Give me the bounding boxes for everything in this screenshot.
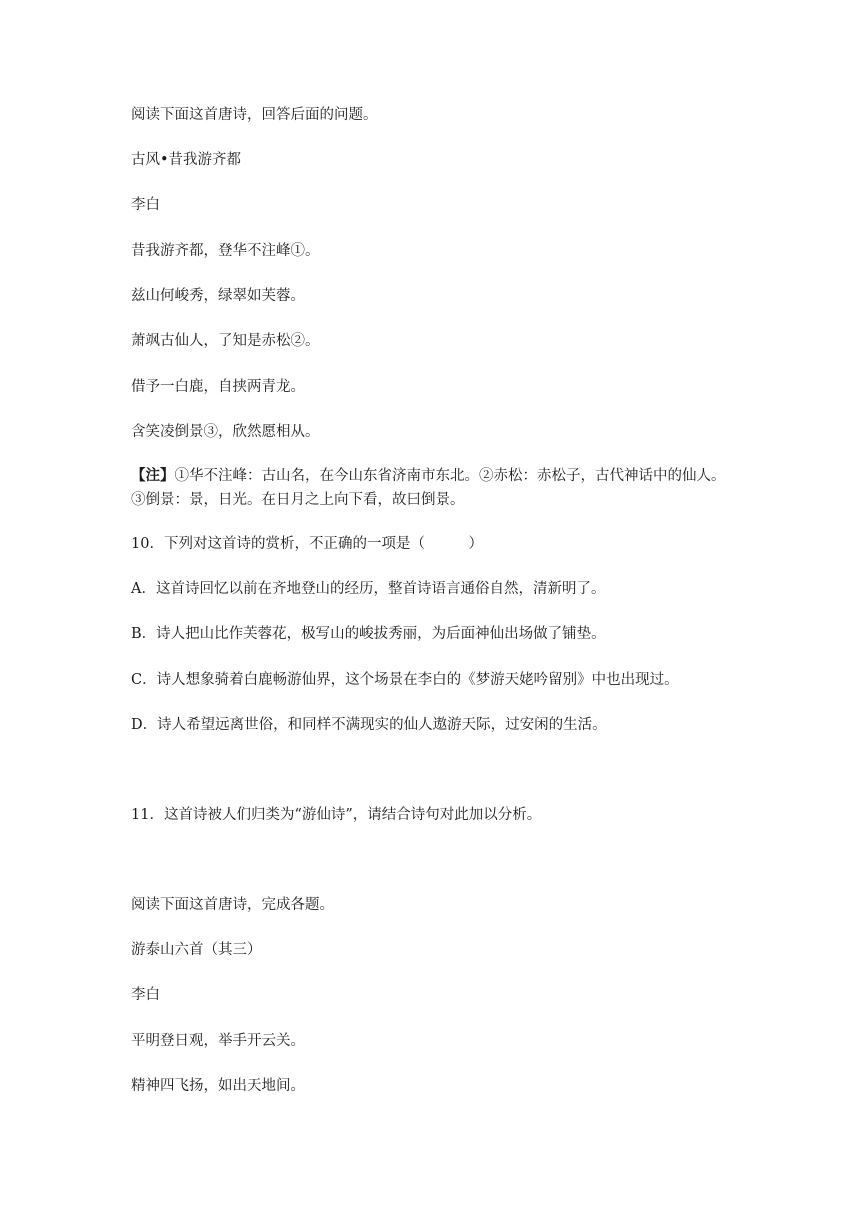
annotation-text: ①华不注峰：古山名，在今山东省济南市东北。②赤松：赤松子，古代神话中的仙人。③倒景：景，日光。在日月之上向下看，故曰倒景。 — [131, 468, 726, 508]
reading-intro-2: 阅读下面这首唐诗，完成各题。 — [131, 897, 334, 913]
poem-line: 精神四飞扬，如出天地间。 — [131, 1078, 305, 1094]
question-10-stem: 10．下列对这首诗的赏析，不正确的一项是（ ） — [131, 536, 483, 552]
poem-author-2: 李白 — [131, 987, 160, 1003]
question-10-option-a: A．这首诗回忆以前在齐地登山的经历，整首诗语言通俗自然，清新明了。 — [131, 581, 606, 597]
poem-line: 含笑凌倒景③，欣然愿相从。 — [131, 424, 320, 440]
poem-title-1: 古风•昔我游齐都 — [131, 152, 242, 168]
reading-intro-1: 阅读下面这首唐诗，回答后面的问题。 — [131, 107, 378, 123]
question-10-option-b: B．诗人把山比作芙蓉花，极写山的峻拔秀丽，为后面神仙出场做了铺垫。 — [131, 626, 606, 642]
poem-line: 平明登日观，举手开云关。 — [131, 1033, 305, 1049]
question-11-stem: 11．这首诗被人们归类为“游仙诗”，请结合诗句对此加以分析。 — [131, 807, 542, 823]
poem-line: 借予一白鹿，自挟两青龙。 — [131, 379, 305, 395]
question-10-option-c: C．诗人想象骑着白鹿畅游仙界，这个场景在李白的《梦游天姥吟留别》中也出现过。 — [131, 672, 679, 688]
poem-line: 兹山何峻秀，绿翠如芙蓉。 — [131, 288, 305, 304]
annotation-tag: 【注】 — [131, 467, 175, 484]
poem-line: 昔我游齐都，登华不注峰①。 — [131, 243, 320, 259]
poem-line: 萧飒古仙人，了知是赤松②。 — [131, 333, 320, 349]
poem-annotation — [131, 464, 731, 512]
question-10-option-d: D．诗人希望远离世俗，和同样不满现实的仙人遨游天际，过安闲的生活。 — [131, 717, 607, 733]
poem-title-2: 游泰山六首（其三） — [131, 942, 262, 958]
poem-author-1: 李白 — [131, 197, 160, 213]
